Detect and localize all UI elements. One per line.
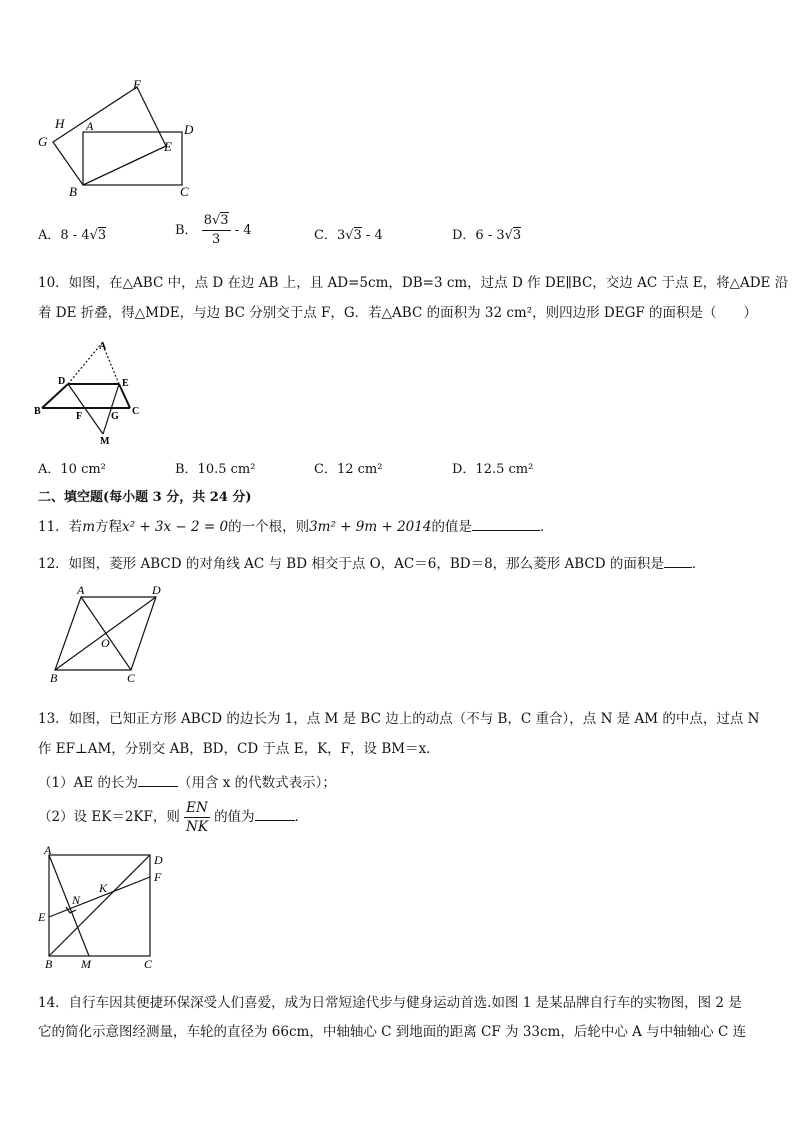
q10-figure (32, 338, 147, 448)
label-d: D (58, 376, 66, 387)
q13-line-2: 作 EF⊥AM，分别交 AB，BD，CD 于点 E，K，F，设 BM＝x． (38, 741, 440, 757)
label-o: O (101, 636, 110, 650)
q10-option-d[interactable]: D．12.5 cm² (452, 462, 534, 477)
q14-line-1: 14．自行车因其便捷环保深受人们喜爱，成为日常短途代步与健身运动首选.如图 1 是某品牌自行车的实物图，图 2 是 (38, 995, 742, 1011)
q9-option-a[interactable]: A．8 - 4√3 (38, 228, 107, 243)
label-a: A (86, 119, 94, 133)
label-b: B (34, 406, 41, 417)
q10-option-b[interactable]: B．10.5 cm² (175, 462, 256, 477)
q12-figure (45, 582, 170, 687)
q13-line-1: 13．如图，已知正方形 ABCD 的边长为 1，点 M 是 BC 边上的动点（不与 B，C 重合），点 N 是 AM 的中点，过点 N (38, 711, 760, 727)
label-f: F (154, 870, 162, 884)
q11-text: 11．若m方程x² + 3x − 2 = 0的一个根，则3m² + 9m + 2014的值是 ． (38, 519, 554, 535)
q9-option-c[interactable]: C．3√3 - 4 (314, 228, 383, 243)
label-f: F (76, 411, 83, 422)
q10-line-1: 10．如图，在△ABC 中，点 D 在边 AB 上，且 AD=5cm，DB=3 cm，过点 D 作 DE∥BC，交边 AC 于点 E，将△ADE 沿 (38, 275, 789, 291)
label-a: A (77, 583, 85, 597)
q13-figure (32, 840, 172, 972)
label-e: E (122, 378, 129, 389)
q14-line-2: 它的简化示意图经测量，车轮的直径为 66cm，中轴轴心 C 到地面的距离 CF 为 33cm，后轮中心 A 与中轴轴心 C 连 (38, 1024, 747, 1040)
label-e: E (164, 139, 172, 154)
label-m: M (100, 436, 110, 447)
label-f: F (133, 77, 141, 92)
label-d: D (154, 853, 163, 867)
label-n: N (72, 893, 81, 907)
label-a: A (44, 843, 52, 857)
fraction: $\frac{EN}{NK}$ (186, 800, 208, 835)
q13-part-2: （2）设 EK＝2KF，则 $\frac{EN}{NK}$ 的值为 ． (38, 800, 309, 835)
answer-blank[interactable] (138, 773, 178, 787)
answer-blank[interactable] (472, 517, 540, 531)
answer-blank[interactable] (664, 554, 692, 568)
label-k: K (99, 881, 108, 895)
answer-blank[interactable] (255, 807, 295, 821)
q12-text: 12．如图，菱形 ABCD 的对角线 AC 与 BD 相交于点 O，AC＝6，BD＝8，那么菱形 ABCD 的面积是 ． (38, 556, 706, 572)
label-c: C (132, 406, 140, 417)
label-a: A (99, 341, 107, 352)
q13-part-1: （1）AE 的长为 （用含 x 的代数式表示）； (38, 775, 336, 791)
label-b: B (69, 184, 77, 199)
label-c: C (180, 184, 189, 199)
q9-option-b[interactable]: B． $\frac{8√3}{3}$ - 4 (175, 213, 252, 247)
sqrt-symbol: √ (89, 228, 98, 243)
label-g: G (111, 411, 119, 422)
label-c: C (127, 671, 136, 685)
q9-figure (30, 72, 210, 202)
q10-option-a[interactable]: A．10 cm² (38, 462, 106, 477)
fraction: $\frac{8√3}{3}$ (203, 213, 229, 247)
rectangle-gfeb (53, 87, 166, 185)
q9-option-d[interactable]: D．6 - 3√3 (452, 228, 522, 243)
label-d: D (184, 122, 194, 137)
label-b: B (45, 957, 53, 971)
q10-line-2: 着 DE 折叠，得△MDE，与边 BC 分别交于点 F，G．若△ABC 的面积为 32 cm²，则四边形 DEGF 的面积是（ ） (38, 305, 758, 321)
label-h: H (55, 116, 65, 131)
label-b: B (50, 671, 58, 685)
label-m: M (81, 957, 91, 971)
label-d: D (152, 583, 161, 597)
section-title: 二、填空题(每小题 3 分，共 24 分) (38, 490, 252, 505)
label-g: G (38, 134, 48, 149)
label-c: C (144, 957, 153, 971)
q10-option-c[interactable]: C．12 cm² (314, 462, 383, 477)
label-e: E (38, 910, 46, 924)
